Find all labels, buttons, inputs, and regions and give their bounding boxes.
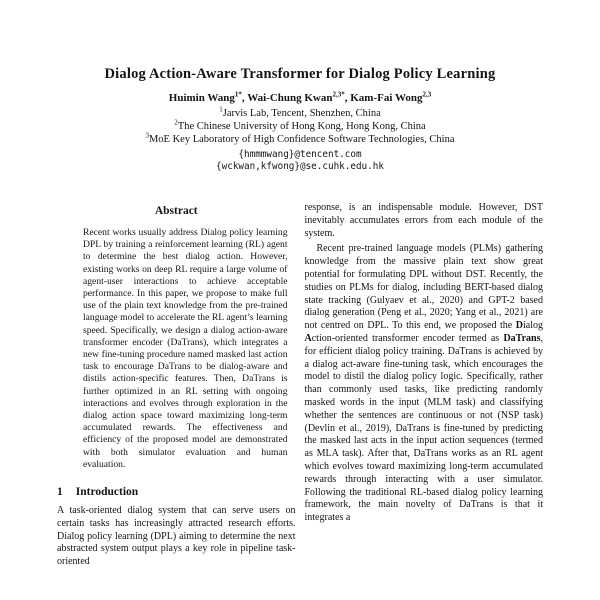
affiliation-line-1: [0, 107, 600, 120]
paper-header: [0, 0, 600, 173]
section-title: Introduction: [75, 486, 139, 499]
intro-paragraph: A task-oriented dialog system that can serve users on certain tasks has increasingly attracted research efforts. Dialog policy learning (DPL) aiming to determine the next abstracted system output plays a key role in pipeline task-oriented: [57, 505, 296, 568]
email-line-2: {wckwan,kfwong}@se.cuhk.edu.hk: [216, 161, 384, 172]
contact-emails: [0, 149, 600, 173]
author-3-superscript: 2,3: [422, 90, 432, 99]
right-paragraph-1: response, is an indispensable module. However, DST inevitably accumulates errors from each module of the system.: [304, 202, 543, 239]
right-column: [305, 202, 544, 569]
authors-line: [0, 92, 600, 105]
affiliation-2-superscript: 2: [174, 118, 178, 127]
author-2-name: Wai-Chung Kwan: [247, 92, 333, 104]
author-separator: ,: [344, 92, 351, 104]
author-separator: ,: [241, 92, 248, 104]
bold-datrans: DaTrans: [503, 332, 541, 344]
bold-letter-a: A: [304, 332, 312, 344]
paragraph-segment: ialog: [523, 320, 543, 332]
affiliation-line-2: [0, 120, 600, 133]
author-3: [350, 92, 431, 104]
affiliation-1-superscript: 1: [219, 105, 223, 114]
paragraph-segment: Recent pre-trained language models (PLMs) gathering knowledge from the massive plain text show great potential for formulating DPL without DST. Recently, the studies on PLMs for dialog, including BERT-based dialog state tracking (Gulyaev et al., 2020) and GPT-2 based dialog generation (Peng et al., 2020; Yang et al., 2021) are not centred on DPL. To this end, we proposed the: [304, 243, 543, 332]
email-line-1: {hmmmwang}@tencent.com: [238, 149, 362, 160]
affiliation-1-text: Jarvis Lab, Tencent, Shenzhen, China: [222, 108, 381, 119]
author-1: [169, 92, 247, 104]
author-2: [247, 92, 350, 104]
abstract-heading: Abstract: [154, 205, 198, 217]
author-2-superscript: 2,3*: [332, 90, 345, 99]
bold-letter-d: D: [515, 320, 523, 332]
paragraph-segment: , for efficient dialog policy training. DaTrans is achieved by a dialog act-aware fine-tuning task, which encourages the model to distil the dialog policy logic. Specifically, rather than commonly used tasks, like predicting randomly masked words in the input (MLM task) and classifying whether the sentences are continuous or not (NSP task) (Devlin et al., 2019), DaTrans is fine-tuned by predicting the masked last acts in the input action sequences (termed as MLA task). After that, DaTrans works as an RL agent which evolves toward maximizing long-term accumulated rewards through interacting with a user simulator. Following the traditional RL-based dialog policy learning framework, the main novelty of DaTrans is that it integrates a: [304, 332, 543, 524]
affiliation-2-text: The Chinese University of Hong Kong, Hong Kong, China: [177, 121, 426, 132]
affiliation-3-superscript: 3: [145, 131, 149, 140]
author-1-superscript: 1*: [234, 90, 242, 99]
paper-title: Dialog Action-Aware Transformer for Dialog Policy Learning: [104, 66, 496, 82]
right-paragraph-2: [305, 243, 544, 525]
two-column-body: [0, 202, 600, 569]
affiliation-3-text: MoE Key Laboratory of High Confidence Software Technologies, China: [148, 134, 455, 145]
paragraph-segment: ction-oriented transformer encoder termed as: [311, 332, 504, 344]
abstract-text: Recent works usually address Dialog policy learning DPL by training a reinforcement learning (RL) agent to determine the best dialog action. However, existing works on deep RL require a large volume of agent-user interactions to achieve acceptable performance. In this paper, we propose to make full use of the plain text knowledge from the pre-trained language model to accelerate the RL agent’s learning speed. Specifically, we design a dialog action-aware transformer encoder (DaTrans), which integrates a new fine-tuning procedure named masked last action task to encourage DaTrans to be dialog-aware and distils action-specific features. Then, DaTrans is further optimized in an RL setting with ongoing interactions and evolves through exploration in the dialog action space toward maximizing long-term accumulated rewards. The effectiveness and efficiency of the proposed model are demonstrated with both simulator evaluation and human evaluation.: [83, 227, 288, 470]
author-3-name: Kam-Fai Wong: [350, 92, 423, 104]
left-column: [57, 202, 296, 569]
section-number: 1: [57, 486, 63, 499]
affiliations: [0, 107, 600, 146]
section-1-heading: [57, 486, 296, 498]
affiliation-line-3: [0, 133, 600, 146]
author-1-name: Huimin Wang: [168, 92, 235, 104]
